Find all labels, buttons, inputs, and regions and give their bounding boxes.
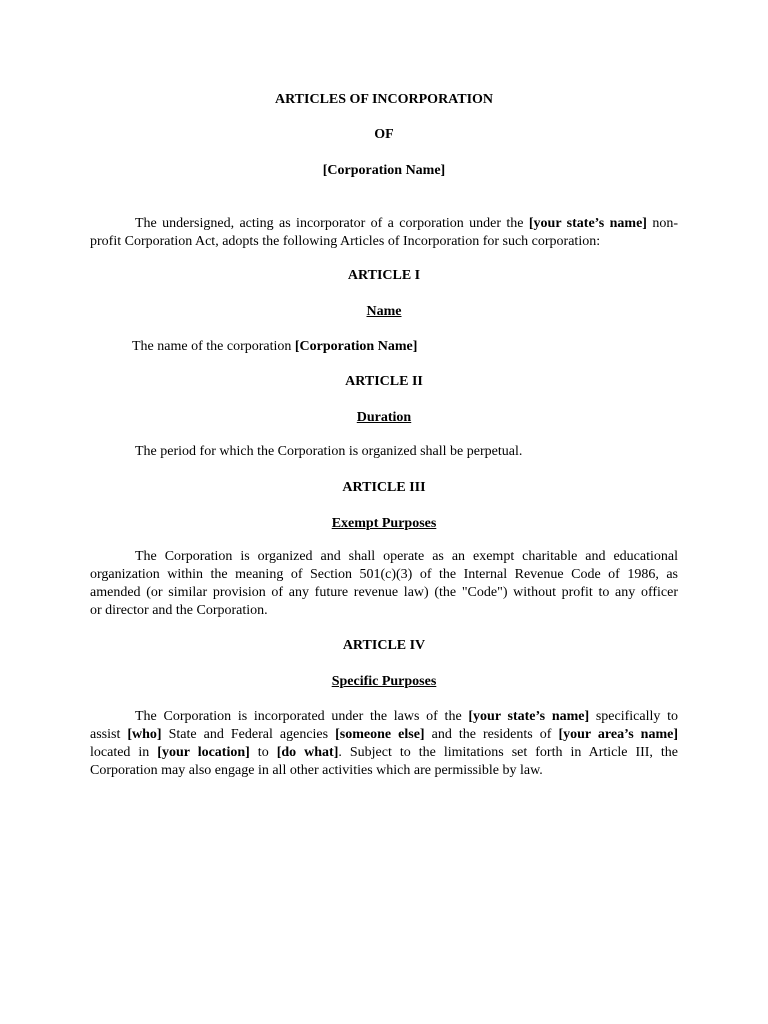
article-4-text-4: State and Federal agencies: [161, 727, 336, 742]
article-4-line-2: [90, 726, 678, 744]
article-4-state-name: [your state’s name]: [468, 709, 590, 724]
article-3-subheading: Exempt Purposes: [331, 516, 437, 531]
intro-text-2: non-: [646, 216, 678, 231]
title-of: OF: [374, 127, 394, 142]
article-4-heading: ARTICLE IV: [342, 638, 426, 653]
article-4-text-2: specifically to: [589, 709, 678, 724]
article-1-corp-name: [Corporation Name]: [294, 339, 418, 354]
article-4-text-3: assist: [90, 727, 128, 742]
article-2-text: The period for which the Corporation is organized shall be perpetual.: [135, 444, 523, 459]
article-4-line-4: Corporation may also engage in all other activities which are permissible by law.: [90, 763, 543, 778]
article-4-someone-else: [someone else]: [335, 727, 425, 742]
article-4-paragraph: [90, 708, 678, 780]
article-3-paragraph: [90, 548, 678, 620]
article-3-line-2: organization within the meaning of Section 501(c)(3) of the Internal Revenue Code of 1986, as: [90, 567, 678, 582]
intro-state-name: [your state’s name]: [528, 216, 647, 231]
article-3-heading: ARTICLE III: [342, 480, 426, 495]
article-4-text-8: . Subject to the limitations set forth in Article III, the: [338, 745, 679, 760]
article-3-line-1: The Corporation is organized and shall operate as an exempt charitable and educational: [135, 549, 678, 564]
intro-text-1: The undersigned, acting as incorporator of a corporation under the: [135, 216, 529, 231]
article-4-who: [who]: [127, 727, 162, 742]
article-2-heading: ARTICLE II: [345, 374, 423, 389]
article-4-text-7: to: [249, 745, 277, 760]
intro-paragraph: [90, 215, 678, 251]
corporation-name-placeholder: [Corporation Name]: [322, 163, 446, 178]
article-1-heading: ARTICLE I: [347, 268, 421, 283]
article-4-subheading: Specific Purposes: [331, 674, 437, 689]
intro-line-2: profit Corporation Act, adopts the following Articles of Incorporation for such corporation:: [90, 234, 601, 249]
article-4-line-1: [90, 708, 678, 726]
article-4-do-what: [do what]: [276, 745, 339, 760]
intro-line-1: [90, 215, 678, 233]
article-1-text-main: The name of the corporation: [132, 339, 295, 354]
article-4-line-3: [90, 744, 678, 762]
article-3-line-3: amended (or similar provision of any future revenue law) (the "Code") without profit to any officer: [90, 585, 678, 600]
article-4-text-5: and the residents of: [424, 727, 559, 742]
article-1-text: [132, 338, 417, 356]
article-4-area-name: [your area’s name]: [558, 727, 679, 742]
article-4-text-6: located in: [90, 745, 158, 760]
document-title: ARTICLES OF INCORPORATION: [274, 92, 494, 107]
article-3-line-4: or director and the Corporation.: [90, 603, 268, 618]
article-1-subheading: Name: [366, 304, 402, 319]
article-4-text-1: The Corporation is incorporated under the laws of the: [135, 709, 469, 724]
article-4-location: [your location]: [157, 745, 250, 760]
article-2-subheading: Duration: [356, 410, 412, 425]
